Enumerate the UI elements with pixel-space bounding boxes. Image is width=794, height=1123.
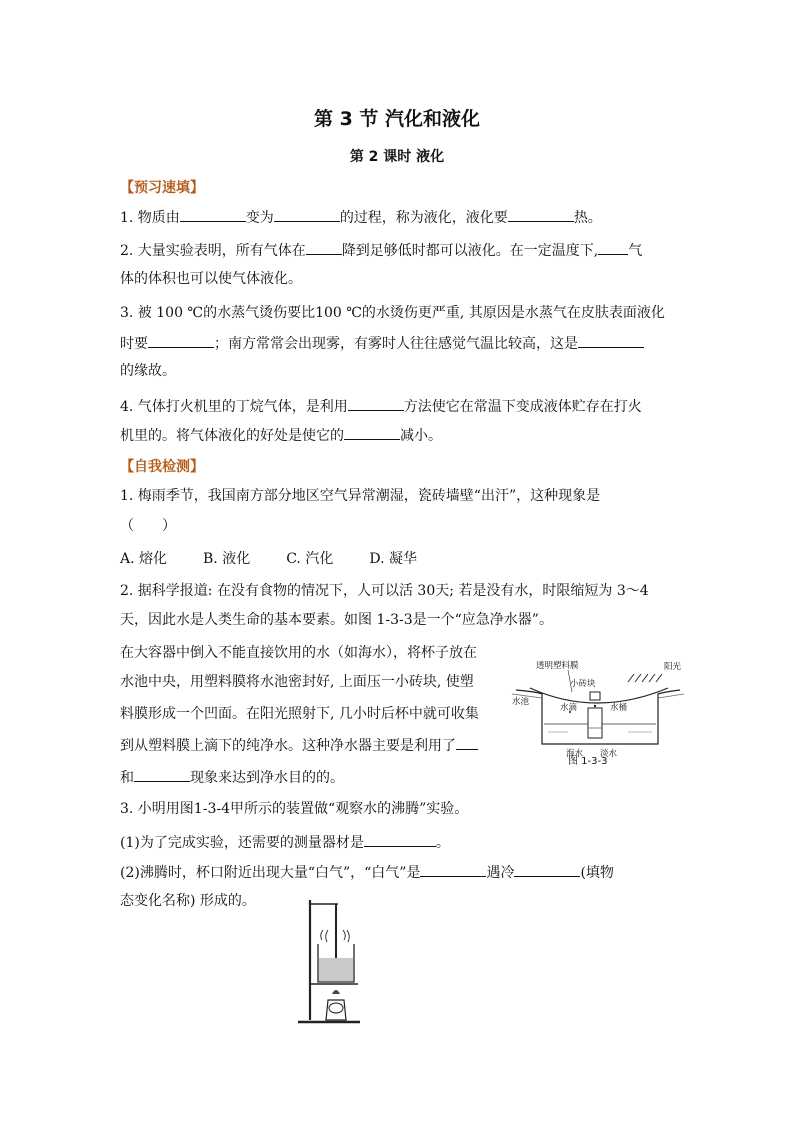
flame [332,990,340,994]
option-a[interactable]: A. 熔化 [120,551,168,567]
selfcheck-q2-line3: 在大容器中倒入不能直接饮用的水（如海水），将杯子放在 [120,645,477,661]
option-b[interactable]: B. 液化 [203,551,251,567]
section-preview-heading: 【预习速填】 [120,180,204,196]
answer-blank[interactable] [274,207,340,222]
label-sun: 阳光 [664,662,682,672]
selfcheck-q2-line7: 和 现象来达到净水目的的。 [120,767,344,787]
answer-blank[interactable] [344,425,400,440]
label-film: 透明塑料膜 [536,661,579,671]
selfcheck-q1-options [120,550,453,568]
selfcheck-q2-line5: 料膜形成一个凹面。在阳光照射下, 几小时后杯中就可收集 [120,706,479,722]
page-subtitle: 第 2 课时 液化 [349,149,445,165]
answer-blank[interactable] [508,207,574,222]
label-pool: 水池 [512,697,530,707]
selfcheck-q2-line1: 2. 据科学报道: 在没有食物的情况下，人可以活 30天; 若是没有水，时限缩短为 3～4 [120,583,649,599]
preview-q4-line1: 4. 气体打火机里的丁烷气体，是利用 方法使它在常温下变成液体贮存在打火 [120,396,642,416]
selfcheck-q3-line2: (1)为了完成实验，还需要的测量器材是 。 [120,832,450,852]
preview-q3-line1: 3. 被 100 ℃的水蒸气烫伤要比100 ℃的水烫伤更严重, 其原因是水蒸气在皮肤表面液化 [120,305,665,321]
section-selfcheck-heading: 【自我检测】 [120,459,204,475]
boiling-apparatus-figure [296,896,366,1028]
figure-133-caption: 图 1-3-3 [568,756,608,767]
label-sea: 海水 [566,749,584,759]
preview-q3-line3: 的缘故。 [120,363,176,379]
selfcheck-q3-line3: (2)沸腾时，杯口附近出现大量“白气”，“白气”是 遇冷 (填物 [120,862,614,882]
answer-blank[interactable] [148,333,214,348]
selfcheck-q2-line4: 水池中央，用塑料膜将水池密封好, 上面压一小砖块, 使塑 [120,674,474,690]
page-title: 第 3 节 汽化和液化 [313,108,481,130]
preview-q1: 1. 物质由 变为 的过程，称为液化，液化要 热。 [120,207,602,227]
answer-blank[interactable] [306,240,342,255]
selfcheck-q2-line6: 到从塑料膜上滴下的纯净水。这种净水器主要是利用了 [120,735,478,755]
water-bucket [588,708,602,738]
option-d[interactable]: D. 凝华 [369,551,417,567]
answer-blank[interactable] [180,207,246,222]
preview-q2-line2: 体的体积也可以使气体液化。 [120,271,302,287]
selfcheck-q1-line2: （ ） [120,518,176,534]
water-purifier-figure [508,652,686,764]
selfcheck-q3-line4: 态变化名称) 形成的。 [120,893,256,909]
water-in-beaker [319,958,353,981]
answer-blank[interactable] [578,333,644,348]
label-fresh: 淡水 [600,749,618,759]
water-drop [594,705,596,707]
answer-blank[interactable] [134,767,190,782]
label-bucket: 水桶 [610,703,628,713]
selfcheck-q2-line2: 天，因此水是人类生命的基本要素。如图 1-3-3是一个“应急净水器”。 [120,612,553,628]
selfcheck-q1-line1: 1. 梅雨季节，我国南方部分地区空气异常潮湿，瓷砖墙壁“出汗”，这种现象是 [120,488,601,504]
preview-q3-line2: 时要 ；南方常常会出现雾，有雾时人往往感觉气温比较高，这是 [120,333,644,353]
answer-blank[interactable] [364,832,436,847]
label-brick: 小砖块 [570,679,596,689]
answer-blank[interactable] [598,240,628,255]
answer-blank[interactable] [348,396,404,411]
answer-blank[interactable] [514,862,580,877]
selfcheck-q3-line1: 3. 小明用图1-3-4甲所示的装置做“观察水的沸腾”实验。 [120,801,469,817]
small-brick [590,692,600,700]
option-c[interactable]: C. 汽化 [286,551,334,567]
answer-blank[interactable] [456,735,478,750]
preview-q2-line1: 2. 大量实验表明，所有气体在 降到足够低时都可以液化。在一定温度下, 气 [120,240,642,260]
label-drop: 水滴 [560,703,578,713]
preview-q4-line2: 机里的。将气体液化的好处是使它的 减小。 [120,425,442,445]
sunlight-rays [628,674,662,682]
answer-blank[interactable] [420,862,486,877]
